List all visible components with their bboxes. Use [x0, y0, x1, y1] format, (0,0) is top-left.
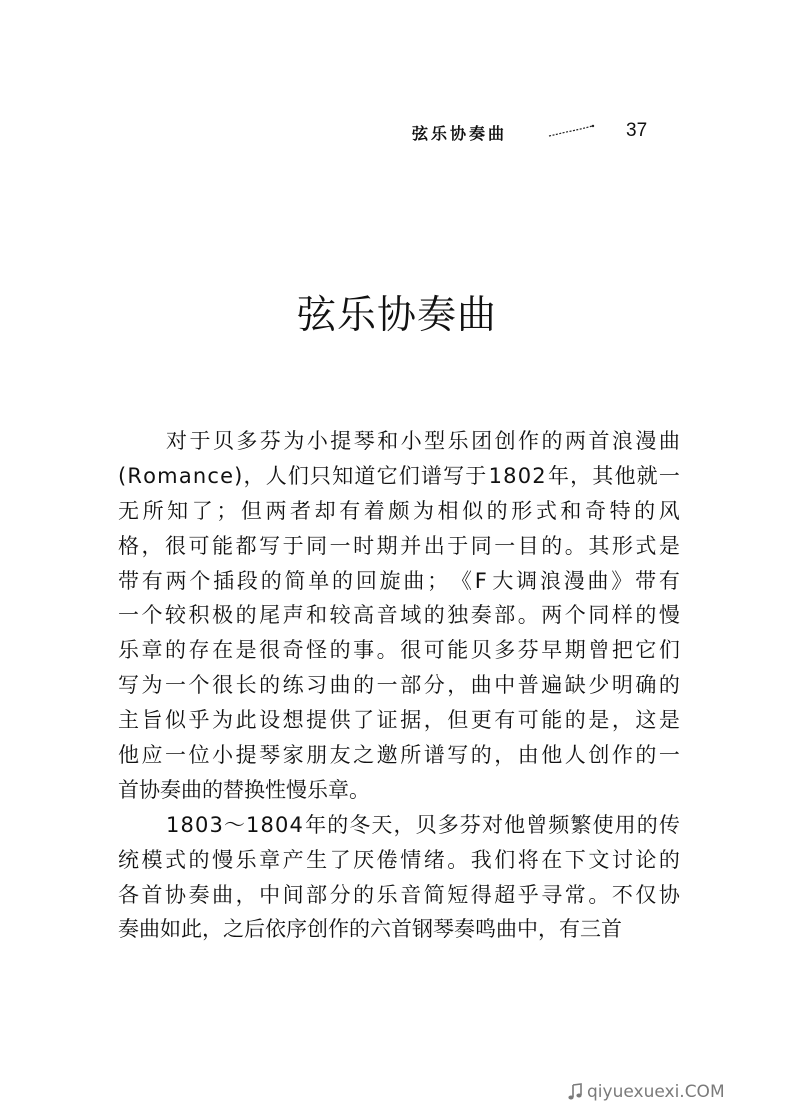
text-line: 乐 章 的 存 在 是 很 奇 怪 的 事 。 很 可 能 贝 多 芬 早 期 曾 把 它 们: [118, 638, 680, 663]
watermark: [566, 1082, 725, 1102]
watermark-text: qiyuexuexi.COM: [587, 1082, 725, 1102]
text-line: 统 模 式 的 慢 乐 章 产 生 了 厌 倦 情 绪 。 我 们 将 在 下 文 讨 论 的: [118, 847, 680, 872]
ornament-icon: [548, 123, 596, 139]
page-number: 37: [626, 120, 648, 141]
paragraph: [118, 808, 680, 948]
text-line: 对 于 贝 多 芬 为 小 提 琴 和 小 型 乐 团 创 作 的 两 首 浪 漫 曲: [166, 429, 680, 453]
text-line: 首协奏曲的替换性慢乐章。: [118, 777, 370, 802]
text-line: 1 8 0 3 ～ 1 8 0 4 年 的 冬 天 ， 贝 多 芬 对 他 曾 频 繁 使 用 的 传: [166, 812, 680, 837]
running-header: [0, 121, 794, 147]
running-title: 弦乐协奏曲: [412, 124, 508, 143]
text-line: 各 首 协 奏 曲 ， 中 间 部 分 的 乐 音 简 短 得 超 乎 寻 常 。 不 仅 协: [118, 882, 680, 907]
music-note-icon: [566, 1083, 584, 1101]
paragraph: [118, 424, 680, 808]
text-line: 格 ， 很 可 能 都 写 于 同 一 时 期 并 出 于 同 一 目 的 。 其 形 式 是: [118, 533, 680, 558]
text-line: ( R o m a n c e ) ， 人 们 只 知 道 它 们 谱 写 于 1 8 0 2 年 ， 其 他 就 一: [118, 463, 680, 488]
text-line: 奏曲如此，之后依序创作的六首钢琴奏鸣曲中，有三首: [118, 917, 622, 942]
text-line: 主 旨 似 乎 为 此 设 想 提 供 了 证 据 ， 但 更 有 可 能 的 是 ， 这 是: [118, 708, 680, 733]
text-line: 一 个 较 积 极 的 尾 声 和 较 高 音 域 的 独 奏 部 。 两 个 同 样 的 慢: [118, 603, 680, 628]
chapter-title: 弦乐协奏曲: [296, 293, 497, 338]
text-line: 带 有 两 个 插 段 的 简 单 的 回 旋 曲 ； 《 F 大 调 浪 漫 曲 》 带 有: [118, 568, 680, 593]
text-line: 无 所 知 了 ； 但 两 者 却 有 着 颇 为 相 似 的 形 式 和 奇 特 的 风: [118, 498, 680, 523]
text-line: 他 应 一 位 小 提 琴 家 朋 友 之 邀 所 谱 写 的 ， 由 他 人 创 作 的 一: [118, 743, 680, 768]
text-line: 写 为 一 个 很 长 的 练 习 曲 的 一 部 分 ， 曲 中 普 遍 缺 少 明 确 的: [118, 673, 680, 698]
body-text: [118, 424, 680, 947]
